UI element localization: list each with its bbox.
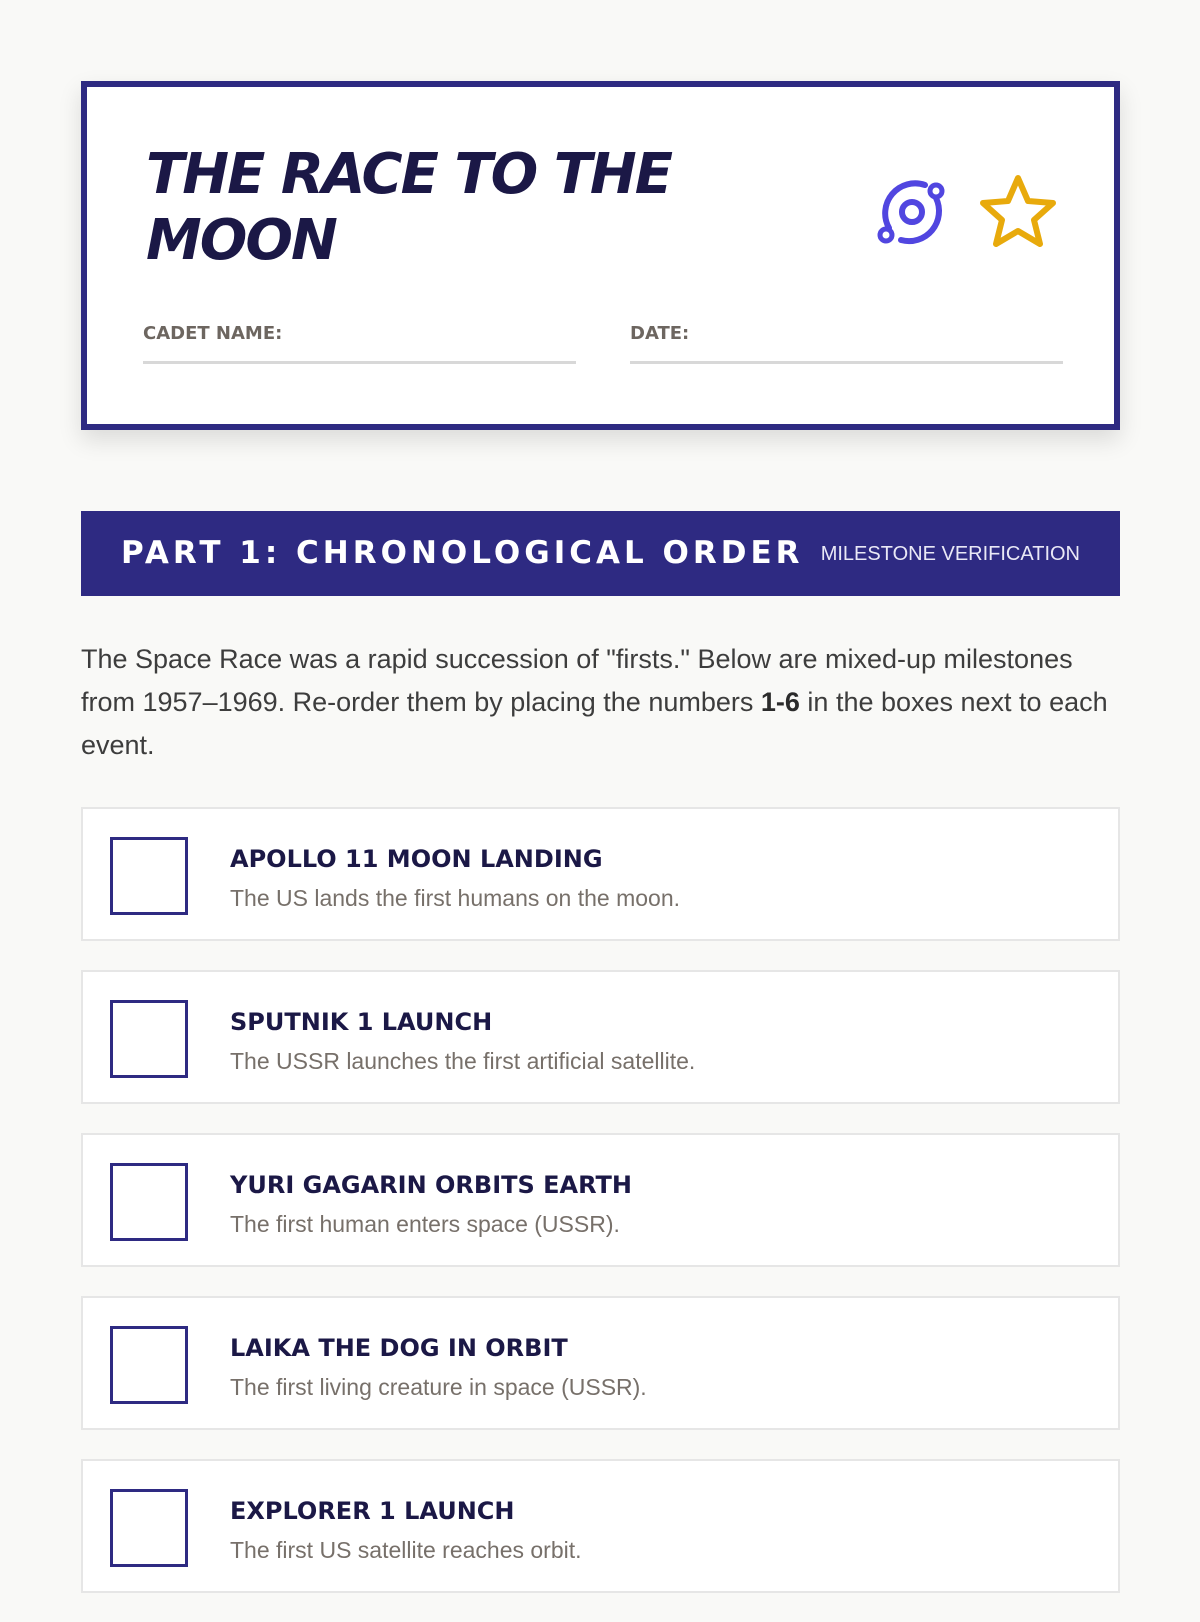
star-icon	[978, 172, 1058, 252]
order-number-box[interactable]	[110, 837, 188, 915]
milestone-item	[81, 1133, 1120, 1267]
instructions-before: The Space Race was a rapid succession of "firsts." Below are mixed-up milestones from 1957–1969. Re-order them by placing the numbers	[81, 644, 1073, 717]
milestone-title: YURI GAGARIN ORBITS EARTH	[230, 1171, 632, 1199]
cadet-name-field[interactable]	[143, 323, 576, 367]
milestone-item	[81, 970, 1120, 1104]
instructions-text	[81, 638, 1120, 767]
milestone-item	[81, 1296, 1120, 1430]
instructions-after: in the boxes next to each event.	[81, 687, 1108, 760]
part-1-banner	[81, 511, 1120, 596]
order-number-box[interactable]	[110, 1326, 188, 1404]
date-label: DATE:	[630, 323, 690, 344]
milestone-title: APOLLO 11 MOON LANDING	[230, 845, 603, 873]
milestone-title: LAIKA THE DOG IN ORBIT	[230, 1334, 568, 1362]
header-icons	[872, 172, 1072, 252]
part-1-subtitle: MILESTONE VERIFICATION	[820, 543, 1080, 565]
milestone-description: The first living creature in space (USSR).	[230, 1374, 647, 1400]
date-field[interactable]	[630, 323, 1063, 367]
milestone-item	[81, 1459, 1120, 1593]
part-1-title: PART 1: CHRONOLOGICAL ORDER	[121, 535, 804, 571]
milestone-list	[81, 807, 1120, 1622]
cadet-name-label: CADET NAME:	[143, 323, 283, 344]
order-number-box[interactable]	[110, 1000, 188, 1078]
orbit-icon	[872, 172, 952, 252]
milestone-description: The first human enters space (USSR).	[230, 1211, 620, 1237]
milestone-description: The USSR launches the first artificial satellite.	[230, 1048, 696, 1074]
milestone-title: SPUTNIK 1 LAUNCH	[230, 1008, 493, 1036]
date-line	[630, 361, 1063, 364]
order-number-box[interactable]	[110, 1163, 188, 1241]
order-number-box[interactable]	[110, 1489, 188, 1567]
cadet-name-line	[143, 361, 576, 364]
worksheet-title: THE RACE TO THE MOON	[146, 142, 672, 273]
header-card	[81, 81, 1120, 430]
milestone-description: The first US satellite reaches orbit.	[230, 1537, 582, 1563]
milestone-item	[81, 807, 1120, 941]
milestone-description: The US lands the first humans on the moon.	[230, 885, 681, 911]
instructions-range: 1-6	[760, 687, 800, 717]
milestone-title: EXPLORER 1 LAUNCH	[230, 1497, 515, 1525]
